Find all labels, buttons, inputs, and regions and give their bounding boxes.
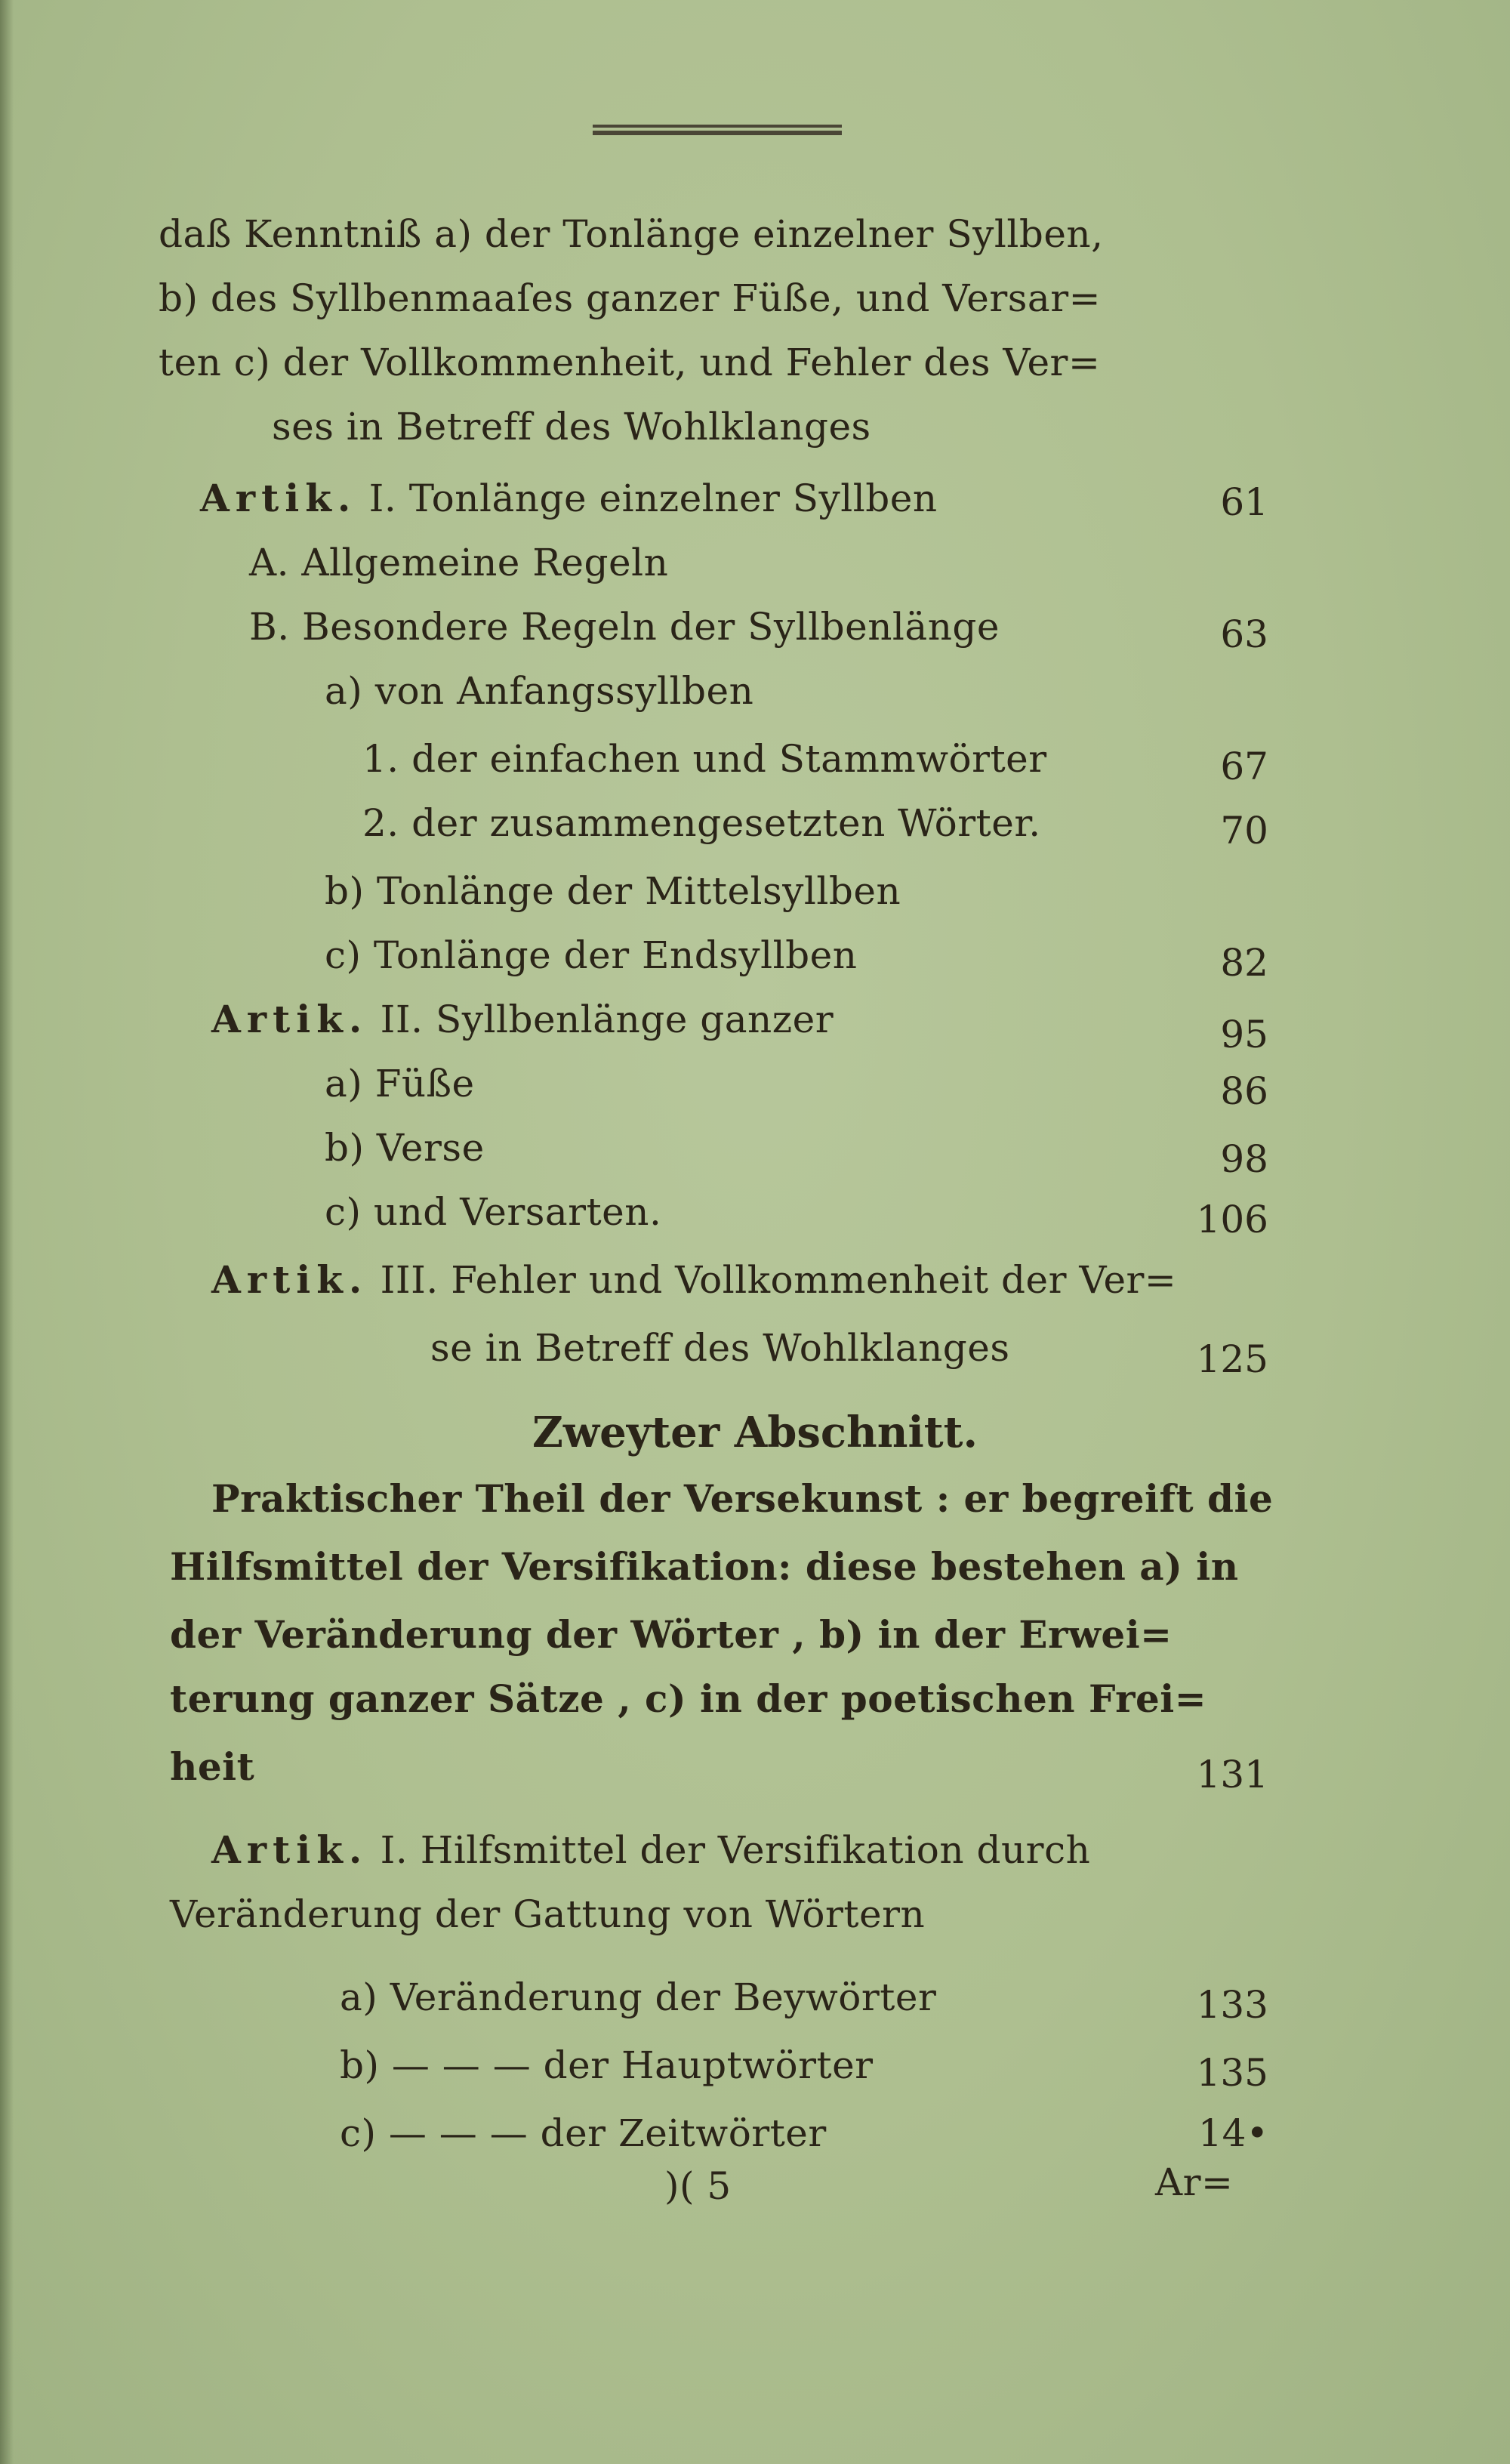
toc-sub-entry: c) — — — der Zeitwörter: [340, 2111, 827, 2155]
toc-page-number: 86: [1220, 1069, 1268, 1113]
toc-entry: 1. der einfachen und Stammwörter: [362, 737, 1047, 781]
toc-page-number: 61: [1220, 480, 1268, 524]
toc-entry: Artik. I. Tonlänge einzelner Syllben: [200, 476, 938, 520]
toc-entry: b) Tonlänge der Mittelsyllben: [325, 869, 901, 913]
section-text-line-5: heit: [170, 1744, 255, 1789]
article-one-line-2: Veränderung der Gattung von Wörtern: [170, 1892, 926, 1936]
toc-entry: b) Verse: [325, 1126, 485, 1170]
section-text-line-4: terung ganzer Sätze , c) in der poetischen Frei=: [170, 1676, 1207, 1721]
toc-page-number: 14•: [1197, 2111, 1268, 2155]
intro-line-3: ten c) der Vollkommenheit, und Fehler des Ver=: [159, 341, 1101, 384]
toc-page-number: 67: [1220, 745, 1268, 788]
toc-page-number: 98: [1220, 1137, 1268, 1181]
section-heading: Zweyter Abschnitt.: [532, 1408, 978, 1457]
toc-page-number: 70: [1220, 809, 1268, 853]
toc-entry: se in Betreff des Wohlklanges: [430, 1326, 1010, 1370]
toc-sub-entry: a) Veränderung der Beywörter: [340, 1975, 937, 2019]
toc-page-number: 135: [1196, 2051, 1268, 2095]
toc-entry: Artik. II. Syllbenlänge ganzer: [211, 997, 834, 1041]
toc-page-number: 106: [1196, 1198, 1268, 1241]
toc-page-number: 125: [1196, 1337, 1268, 1381]
toc-entry: A. Allgemeine Regeln: [249, 541, 669, 584]
section-page-number: 131: [1196, 1753, 1268, 1796]
toc-page-number: 63: [1220, 612, 1268, 656]
section-text-line-3: der Veränderung der Wörter , b) in der Erwei=: [170, 1612, 1173, 1657]
page-binding-edge: [0, 0, 14, 2464]
section-text-line-1: Praktischer Theil der Versekunst : er begreift die: [211, 1476, 1274, 1521]
header-ornament-rule: [593, 125, 842, 141]
intro-line-1: daß Kenntniß a) der Tonlänge einzelner Syllben,: [159, 212, 1104, 256]
toc-sub-entry: b) — — — der Hauptwörter: [340, 2043, 874, 2087]
intro-line-4: ses in Betreff des Wohlklanges: [272, 405, 871, 449]
signature-mark: )( 5: [664, 2164, 732, 2208]
toc-entry: a) von Anfangssyllben: [325, 669, 754, 713]
intro-line-2: b) des Syllbenmaaſes ganzer Füße, und Versar=: [159, 276, 1102, 320]
toc-entry: 2. der zusammengesetzten Wörter.: [362, 801, 1041, 845]
toc-entry: Artik. III. Fehler und Vollkommenheit der Ver=: [211, 1257, 1177, 1302]
toc-entry: a) Füße: [325, 1062, 475, 1106]
section-text-line-2: Hilfsmittel der Versifikation: diese bestehen a) in: [170, 1544, 1239, 1589]
article-one-line-1: Artik. I. Hilfsmittel der Versifikation durch: [211, 1827, 1091, 1872]
toc-entry: c) und Versarten.: [325, 1190, 662, 1234]
toc-page-number: 95: [1220, 1013, 1268, 1056]
toc-entry: B. Besondere Regeln der Syllbenlänge: [249, 605, 1000, 649]
toc-page-number: 82: [1220, 941, 1268, 985]
toc-entry: c) Tonlänge der Endsyllben: [325, 933, 858, 977]
catchword: Ar=: [1155, 2160, 1234, 2204]
toc-page-number: 133: [1196, 1983, 1268, 2027]
